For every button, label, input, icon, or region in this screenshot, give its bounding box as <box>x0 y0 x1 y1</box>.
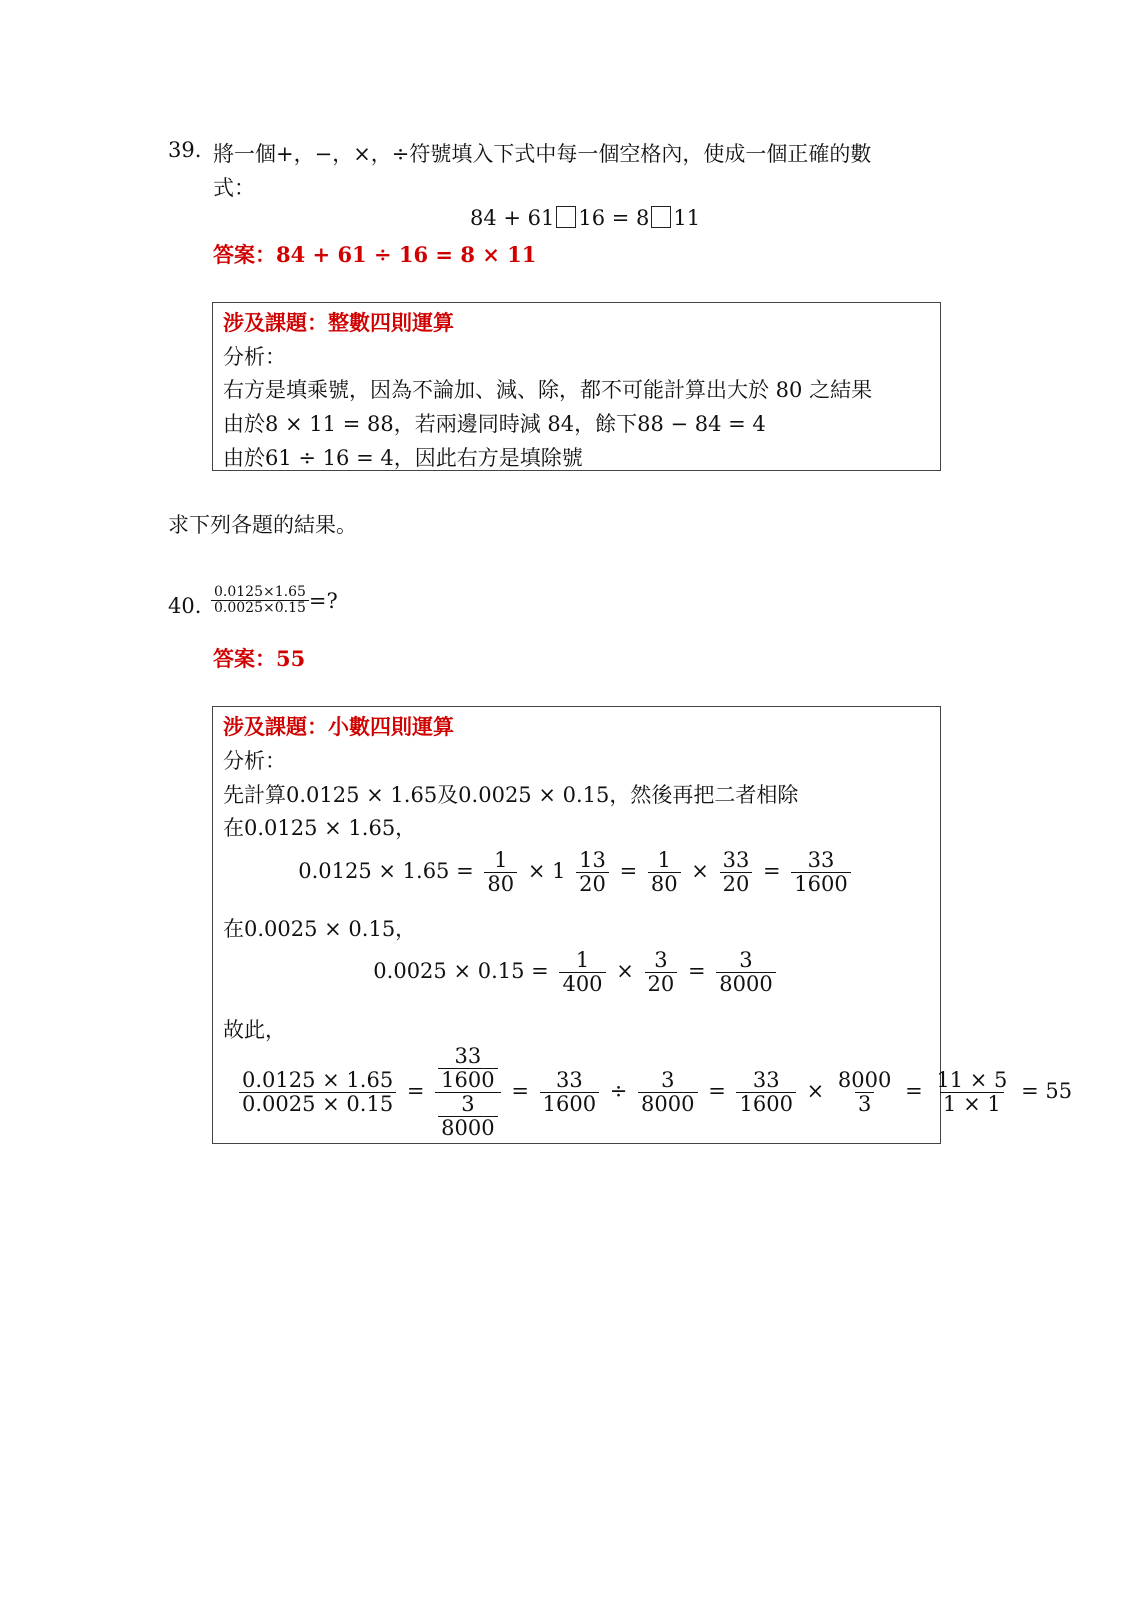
analysis-label: 分析： <box>223 345 286 369</box>
fraction <box>576 849 609 896</box>
fraction <box>559 949 605 996</box>
numerator: 3 <box>654 948 668 972</box>
question-text: 將一個+，−，×，÷符號填入下式中每一個空格內，使成一個正確的數 <box>213 142 872 166</box>
operator: = <box>687 959 706 984</box>
question-equation <box>470 206 700 230</box>
equation-lhs: 0.0125 × 1.65 = <box>298 859 474 884</box>
analysis-line: 由於61 ÷ 16 = 4，因此右方是填除號 <box>223 446 583 470</box>
numerator: 33 <box>454 1044 482 1068</box>
fraction <box>540 1069 599 1116</box>
question-number: 40. <box>168 594 202 618</box>
operator: × <box>616 959 634 984</box>
fraction <box>791 849 850 896</box>
numerator: 33 <box>722 848 750 872</box>
fraction <box>438 1093 497 1140</box>
equation-result: = 55 <box>1021 1079 1073 1104</box>
denominator: 1600 <box>438 1068 497 1092</box>
denominator: 20 <box>645 972 678 996</box>
blank-box <box>651 206 671 228</box>
denominator: 1600 <box>736 1092 795 1116</box>
operator: = <box>763 859 781 884</box>
topic-label: 涉及課題：小數四則運算 <box>223 714 454 739</box>
question-fraction <box>211 585 338 617</box>
operator: = <box>511 1079 529 1104</box>
numerator: 1 <box>575 948 590 972</box>
numerator: 0.0125 × 1.65 <box>242 1068 394 1093</box>
denominator: 400 <box>559 972 605 996</box>
fraction <box>638 1069 697 1116</box>
denominator: 3 <box>855 1092 874 1116</box>
fraction <box>438 1045 497 1092</box>
equation <box>213 949 940 996</box>
denominator: 80 <box>648 872 681 896</box>
blank-box <box>556 206 576 228</box>
answer: 答案：55 <box>213 646 306 671</box>
analysis-label: 分析： <box>223 749 286 773</box>
fraction <box>484 849 517 896</box>
numerator: 3 <box>461 1092 475 1117</box>
operator: × 1 <box>527 859 566 884</box>
numerator: 3 <box>661 1068 675 1093</box>
equation <box>235 1045 1072 1140</box>
equation-part: 84 + 61 <box>470 206 555 230</box>
denominator: 1 × 1 <box>940 1092 1004 1116</box>
denominator: 0.0025×0.15 <box>211 600 309 616</box>
analysis-line: 由於8 × 11 = 88，若兩邊同時減 84，餘下88 − 84 = 4 <box>223 412 766 436</box>
analysis-line: 在0.0125 × 1.65， <box>223 816 417 840</box>
numerator: 0.0125×1.65 <box>214 584 306 600</box>
analysis-line: 故此， <box>223 1018 286 1042</box>
question-number: 39. <box>168 138 202 162</box>
numerator: 33 <box>752 1068 780 1093</box>
fraction <box>648 849 681 896</box>
answer: 答案：84 + 61 ÷ 16 = 8 × 11 <box>213 242 537 267</box>
fraction <box>720 849 753 896</box>
fraction <box>716 949 775 996</box>
numerator: 11 × 5 <box>936 1068 1008 1093</box>
denominator: 8000 <box>716 972 775 996</box>
equation <box>213 849 940 896</box>
equation-part: 16 = 8 <box>578 206 650 230</box>
fraction <box>933 1069 1010 1116</box>
operator: = <box>406 1079 425 1104</box>
topic-label: 涉及課題：整數四則運算 <box>223 310 454 335</box>
numerator: 13 <box>579 848 606 872</box>
fraction <box>736 1069 795 1116</box>
operator: = <box>905 1079 923 1104</box>
denominator: 80 <box>484 872 517 896</box>
denominator: 1600 <box>791 872 850 896</box>
denominator <box>435 1092 500 1140</box>
numerator: 8000 <box>837 1068 892 1093</box>
analysis-line: 先計算0.0125 × 1.65及0.0025 × 0.15，然後再把二者相除 <box>223 783 799 807</box>
fraction <box>645 949 678 996</box>
operator: ÷ <box>609 1079 628 1104</box>
equation-part: 11 <box>673 206 701 230</box>
numerator <box>435 1045 500 1092</box>
complex-fraction <box>435 1045 500 1140</box>
fraction <box>239 1069 396 1116</box>
analysis-line: 右方是填乘號，因為不論加、減、除，都不可能計算出大於 80 之結果 <box>223 378 873 402</box>
fraction <box>211 585 309 617</box>
numerator: 1 <box>494 848 508 872</box>
numerator: 3 <box>739 948 753 972</box>
fraction-tail: =? <box>308 588 338 613</box>
operator: × <box>691 859 709 884</box>
denominator: 1600 <box>540 1092 599 1116</box>
denominator: 20 <box>576 872 609 896</box>
operator: × <box>806 1079 825 1104</box>
numerator: 33 <box>555 1068 583 1093</box>
operator: = <box>708 1079 726 1104</box>
denominator: 0.0025 × 0.15 <box>239 1092 396 1116</box>
instruction-text: 求下列各題的結果。 <box>168 513 357 537</box>
fraction <box>835 1069 894 1116</box>
denominator: 8000 <box>638 1092 697 1116</box>
denominator: 8000 <box>438 1116 497 1140</box>
equation-lhs: 0.0025 × 0.15 = <box>373 959 549 984</box>
question-text-cont: 式： <box>213 176 255 200</box>
analysis-box <box>212 302 941 471</box>
operator: = <box>619 859 638 884</box>
analysis-line: 在0.0025 × 0.15， <box>223 917 417 941</box>
numerator: 1 <box>657 848 671 872</box>
numerator: 33 <box>807 848 835 872</box>
denominator: 20 <box>720 872 753 896</box>
